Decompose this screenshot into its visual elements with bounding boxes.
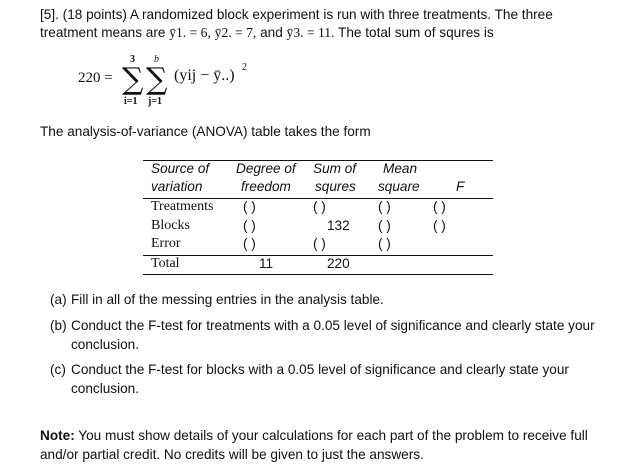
- header-source-2: variation: [151, 179, 203, 194]
- blocks-f-blank: ( ): [433, 218, 446, 233]
- part-a-text: Fill in all of the messing entries in the analysis table.: [71, 292, 384, 307]
- row-label-error: Error: [151, 236, 181, 251]
- formula-lhs: 220 =: [78, 70, 113, 86]
- table-bottom-rule: [143, 274, 493, 275]
- error-df-blank: ( ): [243, 236, 256, 251]
- row-label-total: Total: [151, 256, 180, 271]
- part-c: [50, 360, 610, 398]
- treatments-df-blank: ( ): [243, 199, 256, 214]
- anova-intro: The analysis-of-variance (ANOVA) table takes the form: [40, 124, 371, 139]
- formula-summand: (yij − ȳ..): [174, 67, 235, 84]
- part-a-label: (a): [50, 292, 67, 307]
- sigma-j-icon: ∑: [146, 62, 168, 97]
- note-label: Note:: [40, 428, 75, 443]
- part-a: [50, 290, 610, 309]
- treatments-ms-blank: ( ): [378, 199, 391, 214]
- total-ss-formula: [78, 52, 338, 112]
- part-b: [50, 316, 610, 354]
- header-ss-2: squres: [315, 179, 356, 194]
- row-label-treatments: Treatments: [151, 199, 214, 214]
- error-ms-blank: ( ): [378, 236, 391, 251]
- anova-table: [143, 160, 493, 274]
- note-text: You must show details of your calculations for each part of the problem to receive full and/or partial credit. No credits will be given to just the answers.: [40, 428, 588, 462]
- sum-j-lower: j=1: [148, 96, 163, 107]
- sum-j-upper: b: [154, 54, 159, 65]
- blocks-ss-value: 132: [327, 218, 350, 233]
- mean-2: ȳ2. = 7,: [214, 25, 257, 40]
- note-paragraph: [40, 426, 620, 464]
- error-ss-blank: ( ): [313, 236, 326, 251]
- problem-means-line: treatment means are ȳ1. = 6, ȳ2. = 7, and ȳ3. = 11. The total sum of squres is: [40, 25, 494, 40]
- treatments-f-blank: ( ): [433, 199, 446, 214]
- total-ss-value: 220: [327, 256, 350, 271]
- header-df-2: freedom: [241, 179, 291, 194]
- formula-power: 2: [242, 62, 247, 73]
- sum-i-lower: i=1: [124, 96, 138, 107]
- header-df-1: Degree of: [236, 161, 296, 176]
- problem-header: [5]. (18 points) A randomized block experiment is run with three treatments. The three: [40, 7, 553, 22]
- treatments-ss-blank: ( ): [313, 199, 326, 214]
- mean-1: ȳ1. = 6,: [169, 25, 211, 40]
- header-f: F: [456, 179, 465, 194]
- header-ms-1: Mean: [383, 161, 418, 176]
- header-ms-2: square: [378, 179, 420, 194]
- table-total-rule: [143, 255, 493, 256]
- part-c-text: Conduct the F-test for blocks with a 0.05 level of significance and clearly state your conclusion.: [71, 362, 569, 396]
- header-ss-1: Sum of: [313, 161, 357, 176]
- part-b-text: Conduct the F-test for treatments with a 0.05 level of significance and clearly state your conclusion.: [71, 318, 595, 352]
- blocks-ms-blank: ( ): [378, 218, 391, 233]
- part-c-label: (c): [50, 362, 66, 377]
- blocks-df-blank: ( ): [243, 218, 256, 233]
- mean-3: ȳ3. = 11.: [286, 25, 335, 40]
- sum-i-upper: 3: [130, 54, 135, 65]
- part-b-label: (b): [50, 318, 67, 333]
- sigma-i-icon: ∑: [122, 62, 144, 97]
- header-source-1: Source of: [151, 161, 210, 176]
- row-label-blocks: Blocks: [151, 218, 190, 233]
- total-df-value: 11: [259, 256, 274, 271]
